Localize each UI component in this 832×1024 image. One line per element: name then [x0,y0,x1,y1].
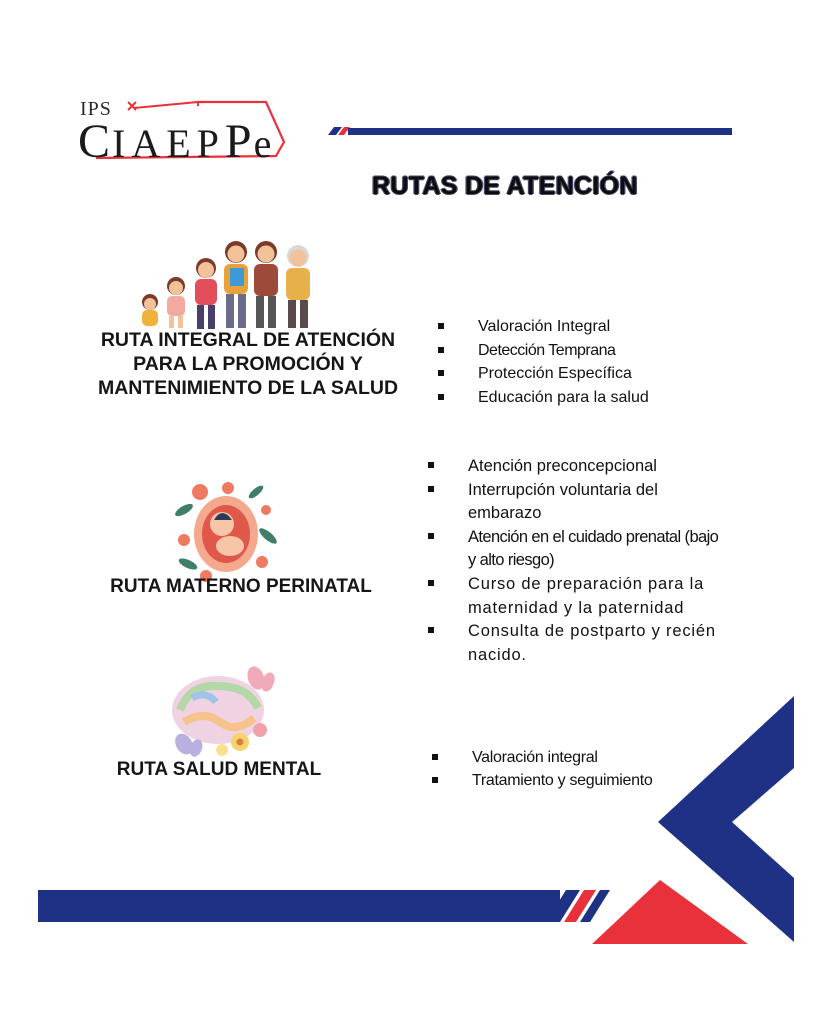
route-1-title-line: MANTENIMIENTO DE LA SALUD [97,377,399,399]
logo-prefix: IPS [80,98,112,120]
list-item: Protección Específica [438,362,649,386]
list-item: Atención preconcepcional [428,455,728,479]
footer-decoration [0,690,832,960]
family-illustration [130,236,330,332]
pregnancy-illustration [170,480,282,584]
footer-bar [38,890,560,922]
list-item: Atención en el cuidado prenatal (bajo y alto riesgo) [428,526,728,573]
list-item: Detección Temprana [438,339,649,363]
header-stripe [326,124,736,138]
route-2-title: RUTA MATERNO PERINATAL [110,576,372,597]
logo-letter-e: e [253,121,274,166]
page-title: RUTAS DE ATENCIÓN [372,172,638,200]
list-item: Interrupción voluntaria del embarazo [428,479,728,526]
logo-name [78,114,273,169]
list-item: Educación para la salud [438,386,649,410]
route-3-title: RUTA SALUD MENTAL [116,759,322,780]
person-3-icon [195,258,217,329]
list-item: Curso de preparación para la maternidad y la paternidad [428,573,728,620]
person-5-icon [254,241,278,328]
person-2-icon [167,277,185,328]
route-1-title-line: PARA LA PROMOCIÓN Y [133,353,363,375]
logo-letter-p: P [224,115,254,168]
person-1-icon [142,294,158,326]
list-item: Valoración Integral [438,315,649,339]
route-1-title [78,328,418,400]
person-4-icon [224,241,248,328]
route-2-list [428,455,728,667]
person-6-icon [286,245,310,328]
route-1-list [438,315,649,409]
list-item: Consulta de postparto y recién nacido. [428,620,728,667]
logo-letter-c: C [78,115,113,168]
list-item: Tratamiento y seguimiento [432,769,652,792]
red-triangle [592,880,748,944]
list-item: Valoración integral [432,746,652,769]
route-1-title-line: RUTA INTEGRAL DE ATENCIÓN [100,329,396,351]
logo-letters: IAEP [112,121,225,166]
